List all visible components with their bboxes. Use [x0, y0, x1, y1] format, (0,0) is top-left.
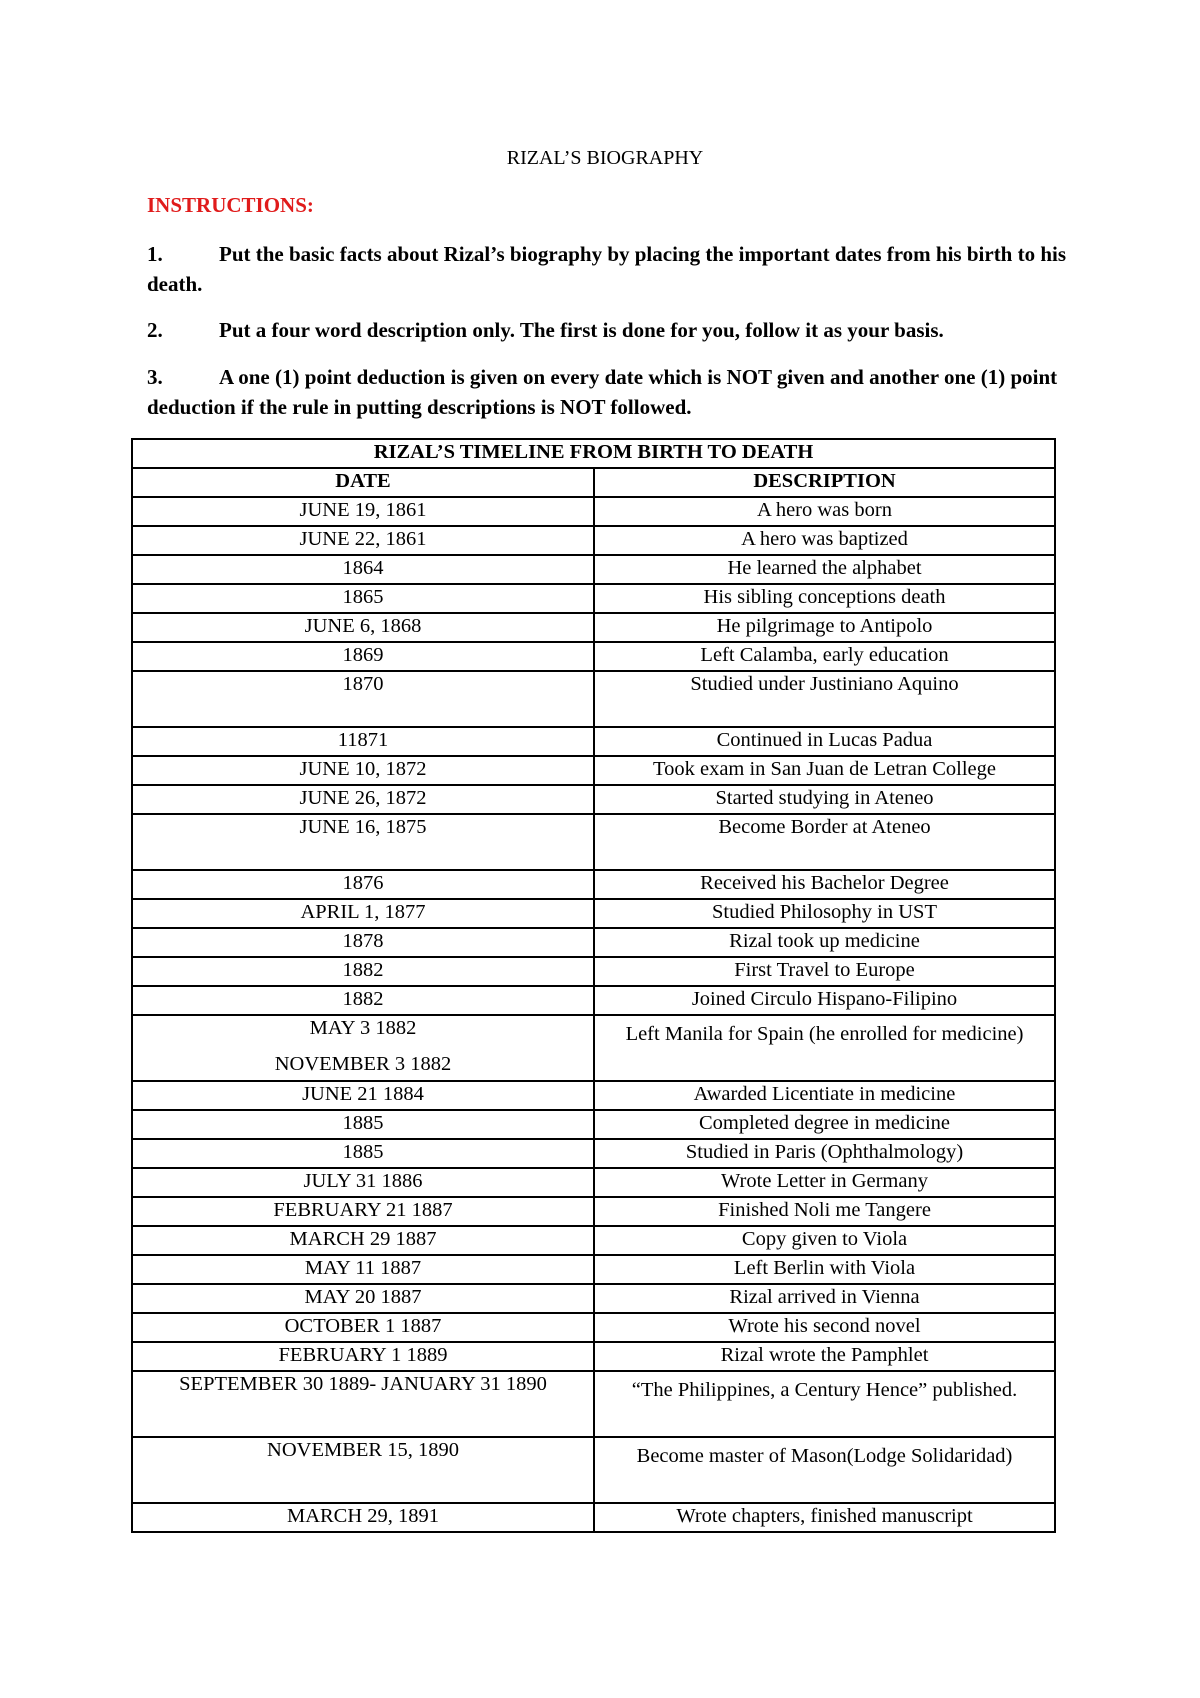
date-cell [132, 1197, 594, 1226]
description-cell: Left Berlin with Viola [594, 1255, 1055, 1284]
table-row [132, 1081, 1055, 1110]
instruction-text: A one (1) point deduction is given on every date which is NOT given and another one (1) point deduction if the rule in putting descriptions is NOT followed. [147, 365, 1058, 419]
date-cell [132, 957, 594, 986]
instruction-number: 1. [147, 242, 163, 266]
date-text: JUNE 22, 1861 [299, 528, 427, 550]
date-cell [132, 671, 594, 727]
column-header-description: DESCRIPTION [594, 468, 1055, 497]
table-title: RIZAL’S TIMELINE FROM BIRTH TO DEATH [132, 439, 1055, 468]
date-text: OCTOBER 1 1887 [284, 1315, 442, 1337]
description-cell: Studied under Justiniano Aquino [594, 671, 1055, 727]
table-row [132, 1313, 1055, 1342]
description-cell: Started studying in Ateneo [594, 785, 1055, 814]
date-cell [132, 1284, 594, 1313]
table-row [132, 526, 1055, 555]
date-cell [132, 1168, 594, 1197]
date-text: 11871 [337, 729, 389, 751]
date-text: 1882 [342, 988, 384, 1010]
instruction-number: 3. [147, 365, 163, 389]
description-cell: Wrote Letter in Germany [594, 1168, 1055, 1197]
date-cell [132, 1081, 594, 1110]
date-cell [132, 584, 594, 613]
description-cell: He learned the alphabet [594, 555, 1055, 584]
instruction-item [147, 315, 1067, 345]
date-text: 1878 [342, 930, 384, 952]
date-text: 1885 [342, 1112, 384, 1134]
description-cell: A hero was born [594, 497, 1055, 526]
date-text: JUNE 16, 1875 [299, 816, 427, 838]
table-row [132, 986, 1055, 1015]
date-cell [132, 1139, 594, 1168]
date-text: 1870 [342, 673, 384, 695]
date-cell [132, 555, 594, 584]
description-cell: Continued in Lucas Padua [594, 727, 1055, 756]
date-cell [132, 870, 594, 899]
date-text: JULY 31 1886 [303, 1170, 423, 1192]
description-cell: Rizal arrived in Vienna [594, 1284, 1055, 1313]
date-text: 1882 [342, 959, 384, 981]
date-cell [132, 785, 594, 814]
description-cell: “The Philippines, a Century Hence” published. [594, 1371, 1055, 1437]
description-cell: Become master of Mason(Lodge Solidaridad) [594, 1437, 1055, 1503]
table-row [132, 756, 1055, 785]
description-cell: Received his Bachelor Degree [594, 870, 1055, 899]
date-cell [132, 1255, 594, 1284]
date-text: NOVEMBER 15, 1890 [267, 1439, 459, 1461]
description-cell: Wrote his second novel [594, 1313, 1055, 1342]
description-cell: Rizal took up medicine [594, 928, 1055, 957]
date-cell [132, 526, 594, 555]
date-text: MARCH 29, 1891 [286, 1505, 440, 1527]
timeline-table [131, 438, 1056, 1533]
date-text: MAY 3 1882 [309, 1017, 417, 1039]
table-row [132, 1168, 1055, 1197]
description-cell: His sibling conceptions death [594, 584, 1055, 613]
description-cell: Completed degree in medicine [594, 1110, 1055, 1139]
instruction-number: 2. [147, 318, 163, 342]
date-cell [132, 1503, 594, 1532]
date-cell [132, 899, 594, 928]
date-text: APRIL 1, 1877 [300, 901, 426, 923]
date-text: SEPTEMBER 30 1889- JANUARY 31 1890 [179, 1373, 547, 1395]
table-row [132, 814, 1055, 870]
table-row [132, 1015, 1055, 1081]
date-text: 1864 [342, 557, 384, 579]
date-text: FEBRUARY 1 1889 [278, 1344, 448, 1366]
date-text: MARCH 29 1887 [289, 1228, 437, 1250]
table-row [132, 870, 1055, 899]
date-cell [132, 497, 594, 526]
page-title: RIZAL’S BIOGRAPHY [506, 147, 704, 169]
table-row [132, 727, 1055, 756]
instruction-item [147, 362, 1067, 422]
instruction-text: Put a four word description only. The first is done for you, follow it as your basis. [219, 318, 944, 342]
description-cell: Wrote chapters, finished manuscript [594, 1503, 1055, 1532]
date-text: FEBRUARY 21 1887 [273, 1199, 453, 1221]
description-cell: Joined Circulo Hispano-Filipino [594, 986, 1055, 1015]
date-cell [132, 613, 594, 642]
description-cell: First Travel to Europe [594, 957, 1055, 986]
description-cell: Become Border at Ateneo [594, 814, 1055, 870]
description-cell: Left Manila for Spain (he enrolled for medicine) [594, 1015, 1055, 1081]
date-cell [132, 1110, 594, 1139]
table-row [132, 1110, 1055, 1139]
table-row [132, 642, 1055, 671]
table-row [132, 957, 1055, 986]
date-text: JUNE 21 1884 [302, 1083, 424, 1105]
table-row [132, 1197, 1055, 1226]
table-row [132, 671, 1055, 727]
date-text: JUNE 10, 1872 [299, 758, 427, 780]
date-cell [132, 756, 594, 785]
table-row [132, 584, 1055, 613]
description-cell: Copy given to Viola [594, 1226, 1055, 1255]
date-cell [132, 1371, 594, 1437]
table-row [132, 899, 1055, 928]
instruction-text: Put the basic facts about Rizal’s biography by placing the important dates from his birth to his death. [147, 242, 1067, 296]
date-cell [132, 1342, 594, 1371]
description-cell: Finished Noli me Tangere [594, 1197, 1055, 1226]
date-text: 1876 [342, 872, 384, 894]
table-row [132, 1503, 1055, 1532]
date-text: JUNE 19, 1861 [299, 499, 427, 521]
description-cell: Took exam in San Juan de Letran College [594, 756, 1055, 785]
date-cell [132, 986, 594, 1015]
date-cell [132, 1015, 594, 1081]
description-cell: He pilgrimage to Antipolo [594, 613, 1055, 642]
date-text: JUNE 6, 1868 [304, 615, 422, 637]
description-cell: Studied in Paris (Ophthalmology) [594, 1139, 1055, 1168]
instructions-heading: INSTRUCTIONS: [147, 193, 314, 217]
table-row [132, 1437, 1055, 1503]
date-cell [132, 727, 594, 756]
date-cell [132, 1226, 594, 1255]
column-header-date: DATE [132, 468, 594, 497]
date-text: JUNE 26, 1872 [299, 787, 427, 809]
table-row [132, 1371, 1055, 1437]
table-row [132, 1226, 1055, 1255]
date-cell [132, 1437, 594, 1503]
table-row [132, 785, 1055, 814]
date-cell [132, 928, 594, 957]
date-cell [132, 642, 594, 671]
table-row [132, 497, 1055, 526]
description-cell: Left Calamba, early education [594, 642, 1055, 671]
date-text: 1869 [342, 644, 384, 666]
table-row [132, 1255, 1055, 1284]
date-text: 1865 [342, 586, 384, 608]
date-cell [132, 814, 594, 870]
description-cell: Studied Philosophy in UST [594, 899, 1055, 928]
description-cell: Awarded Licentiate in medicine [594, 1081, 1055, 1110]
table-row [132, 1342, 1055, 1371]
table-row [132, 613, 1055, 642]
date-text: MAY 11 1887 [304, 1257, 422, 1279]
table-row [132, 1284, 1055, 1313]
table-row [132, 555, 1055, 584]
date-text: 1885 [342, 1141, 384, 1163]
description-cell: A hero was baptized [594, 526, 1055, 555]
date-text: MAY 20 1887 [304, 1286, 422, 1308]
date-cell [132, 1313, 594, 1342]
table-row [132, 928, 1055, 957]
instruction-item [147, 239, 1067, 299]
table-row [132, 1139, 1055, 1168]
date-text-end: NOVEMBER 3 1882 [274, 1053, 452, 1075]
description-cell: Rizal wrote the Pamphlet [594, 1342, 1055, 1371]
